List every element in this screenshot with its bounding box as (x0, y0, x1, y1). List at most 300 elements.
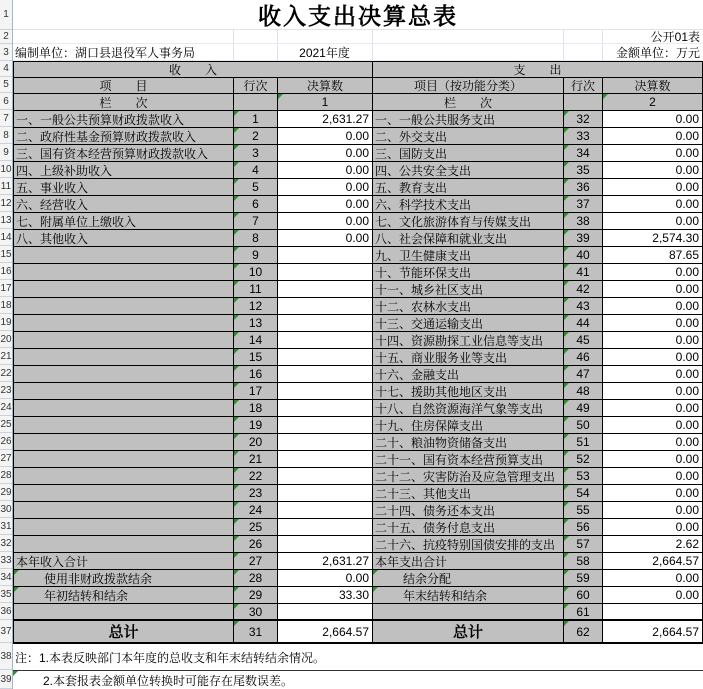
expense-amount-cell[interactable] (603, 604, 703, 621)
table-row (14, 128, 703, 145)
expense-amount-cell[interactable]: 0.00 (603, 145, 703, 162)
expense-line-no-cell[interactable]: 58 (564, 553, 603, 570)
expense-item-cell[interactable]: 六、科学技术支出 (373, 196, 564, 213)
income-item-cell[interactable] (14, 332, 234, 349)
error-indicator-triangle (373, 570, 378, 575)
expense-item-cell[interactable]: 本年支出合计 (373, 553, 564, 570)
income-amount-cell[interactable]: 2,664.57 (278, 621, 373, 644)
table-row (14, 417, 703, 434)
expense-amount-cell[interactable]: 0.00 (603, 400, 703, 417)
row-number[interactable]: 29 (0, 484, 12, 501)
error-indicator-triangle (564, 536, 569, 541)
expense-item-cell[interactable]: 二十六、抗疫特别国债安排的支出 (373, 536, 564, 553)
row-number[interactable]: 35 (0, 586, 12, 603)
income-amount-cell[interactable] (278, 536, 373, 553)
income-line-no-cell[interactable]: 30 (234, 604, 278, 621)
row-number[interactable]: 18 (0, 297, 12, 314)
row-number[interactable]: 32 (0, 535, 12, 552)
row-number[interactable]: 23 (0, 382, 12, 399)
error-indicator-triangle (234, 264, 239, 269)
expense-line-no-cell[interactable]: 49 (564, 400, 603, 417)
table-row (14, 247, 703, 264)
expense-item-cell[interactable]: 二十五、债务付息支出 (373, 519, 564, 536)
income-item-cell[interactable]: 总计 (14, 621, 234, 644)
expense-line-no-cell[interactable]: 35 (564, 162, 603, 179)
row-number[interactable]: 4 (0, 61, 12, 77)
column-index-row (14, 94, 703, 111)
row-number[interactable]: 36 (0, 603, 12, 620)
error-indicator-triangle (564, 196, 569, 201)
expense-item-cell[interactable]: 十四、资源勘探工业信息等支出 (373, 332, 564, 349)
income-item-cell[interactable]: 本年收入合计 (14, 553, 234, 570)
expense-amount-cell[interactable]: 0.00 (603, 502, 703, 519)
expense-line-no-cell[interactable]: 38 (564, 213, 603, 230)
row-number[interactable]: 28 (0, 467, 12, 484)
expense-line-no-cell[interactable]: 54 (564, 485, 603, 502)
income-item-cell[interactable] (14, 604, 234, 621)
error-indicator-triangle (564, 281, 569, 286)
expense-item-cell[interactable]: 结余分配 (373, 570, 564, 587)
income-item-cell[interactable] (14, 400, 234, 417)
income-line-no-cell[interactable]: 19 (234, 417, 278, 434)
income-item-cell[interactable]: 一、一般公共预算财政拨款收入 (14, 111, 234, 128)
row-number[interactable]: 19 (0, 314, 12, 331)
table-row (14, 179, 703, 196)
income-line-no-cell[interactable]: 25 (234, 519, 278, 536)
income-lanci-blank-cell[interactable] (234, 94, 278, 111)
error-indicator-triangle (278, 94, 283, 99)
income-item-cell[interactable]: 七、附属单位上缴收入 (14, 213, 234, 230)
income-line-no-cell[interactable]: 23 (234, 485, 278, 502)
income-item-cell[interactable] (14, 502, 234, 519)
income-amount-cell[interactable]: 0.00 (278, 162, 373, 179)
income-item-header-cell[interactable]: 项 目 (14, 78, 234, 94)
error-indicator-triangle (564, 502, 569, 507)
row-number[interactable]: 21 (0, 348, 12, 365)
column-gridline (372, 44, 373, 60)
expense-amount-cell[interactable]: 0.00 (603, 315, 703, 332)
expense-column-index-cell[interactable]: 2 (603, 94, 703, 111)
income-item-cell[interactable] (14, 281, 234, 298)
income-amount-cell[interactable] (278, 349, 373, 366)
expense-section-header-cell[interactable]: 支 出 (373, 62, 703, 78)
expense-item-cell[interactable]: 四、公共安全支出 (373, 162, 564, 179)
income-item-cell[interactable] (14, 264, 234, 281)
expense-amount-cell[interactable]: 0.00 (603, 128, 703, 145)
expense-item-cell[interactable]: 二、外交支出 (373, 128, 564, 145)
expense-amount-cell[interactable]: 0.00 (603, 349, 703, 366)
row-number[interactable]: 7 (0, 110, 12, 127)
expense-line-no-cell[interactable]: 39 (564, 230, 603, 247)
expense-line-no-cell[interactable]: 47 (564, 366, 603, 383)
expense-item-cell[interactable]: 十三、交通运输支出 (373, 315, 564, 332)
row-number[interactable]: 10 (0, 161, 12, 178)
row-number[interactable]: 13 (0, 212, 12, 229)
income-item-cell[interactable] (14, 451, 234, 468)
income-line-no-cell[interactable]: 6 (234, 196, 278, 213)
row-number[interactable]: 30 (0, 501, 12, 518)
income-line-no-cell[interactable]: 8 (234, 230, 278, 247)
expense-line-no-cell[interactable]: 36 (564, 179, 603, 196)
error-indicator-triangle (564, 400, 569, 405)
income-amount-cell[interactable] (278, 298, 373, 315)
income-amount-cell[interactable] (278, 400, 373, 417)
income-line-no-cell[interactable]: 11 (234, 281, 278, 298)
income-item-cell[interactable]: 四、上级补助收入 (14, 162, 234, 179)
income-amount-cell[interactable]: 2,631.27 (278, 553, 373, 570)
expense-amount-cell[interactable]: 0.00 (603, 298, 703, 315)
table-row (14, 451, 703, 468)
income-line-no-cell[interactable]: 4 (234, 162, 278, 179)
table-row (14, 366, 703, 383)
income-line-no-cell[interactable]: 3 (234, 145, 278, 162)
income-line-no-cell[interactable]: 21 (234, 451, 278, 468)
error-indicator-triangle (234, 570, 239, 575)
expense-amount-cell[interactable]: 0.00 (603, 434, 703, 451)
income-amount-cell[interactable] (278, 264, 373, 281)
error-indicator-triangle (234, 502, 239, 507)
table-row (14, 332, 703, 349)
income-line-no-cell[interactable]: 15 (234, 349, 278, 366)
table-row (14, 298, 703, 315)
expense-amount-header-cell[interactable]: 决算数 (603, 78, 703, 94)
expense-line-no-cell[interactable]: 33 (564, 128, 603, 145)
expense-lanci-blank-cell[interactable] (564, 94, 603, 111)
income-amount-cell[interactable] (278, 468, 373, 485)
expense-item-cell[interactable]: 二十、粮油物资储备支出 (373, 434, 564, 451)
note-cell-2[interactable] (13, 671, 703, 689)
income-line-no-cell[interactable]: 13 (234, 315, 278, 332)
expense-amount-cell[interactable]: 0.00 (603, 383, 703, 400)
error-indicator-triangle (603, 94, 608, 99)
income-amount-cell[interactable] (278, 383, 373, 400)
row-number[interactable]: 26 (0, 433, 12, 450)
row-number[interactable]: 9 (0, 144, 12, 161)
row-number[interactable]: 34 (0, 569, 12, 586)
income-line-no-cell[interactable]: 1 (234, 111, 278, 128)
expense-line-no-cell[interactable]: 48 (564, 383, 603, 400)
expense-line-no-cell[interactable]: 41 (564, 264, 603, 281)
income-amount-header-cell[interactable]: 决算数 (278, 78, 373, 94)
error-indicator-triangle (234, 162, 239, 167)
income-amount-cell[interactable] (278, 315, 373, 332)
expense-line-no-cell[interactable]: 61 (564, 604, 603, 621)
expense-line-no-cell[interactable]: 62 (564, 621, 603, 644)
income-line-no-cell[interactable]: 27 (234, 553, 278, 570)
row-number[interactable]: 17 (0, 280, 12, 297)
income-amount-cell[interactable]: 33.30 (278, 587, 373, 604)
income-item-cell[interactable]: 三、国有资本经营预算财政拨款收入 (14, 145, 234, 162)
income-amount-cell[interactable] (278, 502, 373, 519)
income-item-cell[interactable] (14, 383, 234, 400)
expense-amount-cell[interactable]: 0.00 (603, 519, 703, 536)
row-number[interactable]: 20 (0, 331, 12, 348)
error-indicator-triangle (234, 587, 239, 592)
sheet-content (13, 0, 703, 689)
error-indicator-triangle (234, 366, 239, 371)
error-indicator-triangle (234, 128, 239, 133)
expense-amount-cell[interactable]: 0.00 (603, 485, 703, 502)
income-item-cell[interactable] (14, 434, 234, 451)
table-row (14, 553, 703, 570)
expense-line-no-cell[interactable]: 53 (564, 468, 603, 485)
expense-amount-cell[interactable]: 0.00 (603, 417, 703, 434)
income-item-cell[interactable] (14, 536, 234, 553)
expense-item-cell[interactable]: 二十三、其他支出 (373, 485, 564, 502)
expense-item-cell[interactable]: 十五、商业服务业等支出 (373, 349, 564, 366)
row-number[interactable]: 24 (0, 399, 12, 416)
income-line-no-cell[interactable]: 2 (234, 128, 278, 145)
row-number[interactable]: 5 (0, 77, 12, 93)
expense-item-cell[interactable]: 一、一般公共服务支出 (373, 111, 564, 128)
expense-amount-cell[interactable]: 0.00 (603, 332, 703, 349)
expense-amount-cell[interactable]: 2,574.30 (603, 230, 703, 247)
expense-line-no-cell[interactable]: 60 (564, 587, 603, 604)
expense-item-cell[interactable]: 八、社会保障和就业支出 (373, 230, 564, 247)
expense-amount-cell[interactable]: 0.00 (603, 281, 703, 298)
income-line-no-header-cell[interactable]: 行次 (234, 78, 278, 94)
income-amount-cell[interactable] (278, 366, 373, 383)
expense-item-cell[interactable]: 十八、自然资源海洋气象等支出 (373, 400, 564, 417)
error-indicator-triangle (13, 671, 18, 676)
row-number[interactable]: 3 (0, 44, 12, 61)
income-amount-cell[interactable] (278, 417, 373, 434)
income-line-no-cell[interactable]: 10 (234, 264, 278, 281)
income-line-no-cell[interactable]: 16 (234, 366, 278, 383)
income-section-header-cell[interactable]: 收 入 (14, 62, 373, 78)
row-number[interactable]: 38 (0, 643, 12, 670)
error-indicator-triangle (564, 553, 569, 558)
expense-amount-cell[interactable]: 0.00 (603, 162, 703, 179)
row-number[interactable]: 15 (0, 246, 12, 263)
income-line-no-cell[interactable]: 22 (234, 468, 278, 485)
expense-item-cell[interactable]: 七、文化旅游体育与传媒支出 (373, 213, 564, 230)
expense-amount-cell[interactable]: 2,664.57 (603, 553, 703, 570)
income-amount-cell[interactable]: 0.00 (278, 213, 373, 230)
expense-amount-cell[interactable]: 0.00 (603, 451, 703, 468)
income-item-cell[interactable] (14, 298, 234, 315)
income-item-cell[interactable]: 五、事业收入 (14, 179, 234, 196)
expense-amount-cell[interactable]: 0.00 (603, 468, 703, 485)
income-amount-cell[interactable] (278, 281, 373, 298)
error-indicator-triangle (234, 383, 239, 388)
expense-item-cell[interactable]: 十一、城乡社区支出 (373, 281, 564, 298)
expense-amount-cell[interactable]: 0.00 (603, 570, 703, 587)
expense-item-cell[interactable]: 十、节能环保支出 (373, 264, 564, 281)
income-amount-cell[interactable] (278, 485, 373, 502)
expense-item-cell[interactable]: 二十一、国有资本经营预算支出 (373, 451, 564, 468)
income-line-no-cell[interactable]: 28 (234, 570, 278, 587)
row-number[interactable]: 39 (0, 670, 12, 689)
unit-label[interactable]: 金额单位：万元 (615, 45, 700, 60)
income-amount-cell[interactable] (278, 604, 373, 621)
row-number[interactable]: 25 (0, 416, 12, 433)
income-line-no-cell[interactable]: 14 (234, 332, 278, 349)
income-line-no-cell[interactable]: 29 (234, 587, 278, 604)
row-number[interactable]: 2 (0, 30, 12, 44)
table-row (14, 349, 703, 366)
expense-amount-cell[interactable]: 2.62 (603, 536, 703, 553)
expense-line-no-cell[interactable]: 32 (564, 111, 603, 128)
error-indicator-triangle (234, 213, 239, 218)
income-lanci-cell[interactable]: 栏 次 (14, 94, 234, 111)
expense-line-no-cell[interactable]: 52 (564, 451, 603, 468)
expense-item-cell[interactable]: 五、教育支出 (373, 179, 564, 196)
row-number[interactable]: 37 (0, 620, 12, 643)
income-item-cell[interactable] (14, 349, 234, 366)
table-row (14, 502, 703, 519)
income-line-no-cell[interactable]: 18 (234, 400, 278, 417)
income-item-cell[interactable] (14, 247, 234, 264)
expense-line-no-cell[interactable]: 57 (564, 536, 603, 553)
expense-item-cell[interactable]: 二十二、灾害防治及应急管理支出 (373, 468, 564, 485)
table-row (14, 587, 703, 604)
expense-item-cell[interactable]: 三、国防支出 (373, 145, 564, 162)
income-item-cell[interactable]: 八、其他收入 (14, 230, 234, 247)
column-gridline (602, 30, 603, 43)
income-item-cell[interactable] (14, 519, 234, 536)
error-indicator-triangle (564, 451, 569, 456)
title-cell[interactable] (13, 0, 703, 30)
expense-item-cell[interactable]: 十六、金融支出 (373, 366, 564, 383)
expense-item-cell[interactable]: 二十四、债务还本支出 (373, 502, 564, 519)
expense-amount-cell[interactable]: 0.00 (603, 264, 703, 281)
income-item-cell[interactable] (14, 366, 234, 383)
income-amount-cell[interactable]: 0.00 (278, 145, 373, 162)
expense-line-no-cell[interactable]: 51 (564, 434, 603, 451)
income-amount-cell[interactable]: 0.00 (278, 128, 373, 145)
row-number[interactable]: 8 (0, 127, 12, 144)
income-line-no-cell[interactable]: 17 (234, 383, 278, 400)
expense-lanci-cell[interactable]: 栏 次 (373, 94, 564, 111)
expense-item-cell[interactable]: 十九、住房保障支出 (373, 417, 564, 434)
income-amount-cell[interactable]: 0.00 (278, 230, 373, 247)
income-line-no-cell[interactable]: 26 (234, 536, 278, 553)
income-item-cell[interactable]: 年初结转和结余 (14, 587, 234, 604)
row-number[interactable]: 11 (0, 178, 12, 195)
expense-amount-cell[interactable]: 87.65 (603, 247, 703, 264)
row-number[interactable]: 14 (0, 229, 12, 246)
expense-amount-cell[interactable]: 0.00 (603, 213, 703, 230)
income-item-cell[interactable] (14, 468, 234, 485)
income-item-cell[interactable]: 使用非财政拨款结余 (14, 570, 234, 587)
row-number[interactable]: 1 (0, 0, 12, 30)
expense-item-cell[interactable]: 九、卫生健康支出 (373, 247, 564, 264)
table-row (14, 162, 703, 179)
error-indicator-triangle (564, 366, 569, 371)
income-line-no-cell[interactable]: 12 (234, 298, 278, 315)
expense-item-header-cell[interactable]: 项目（按功能分类） (373, 78, 564, 94)
expense-amount-cell[interactable]: 0.00 (603, 587, 703, 604)
income-line-no-cell[interactable]: 5 (234, 179, 278, 196)
expense-line-no-cell[interactable]: 56 (564, 519, 603, 536)
note-cell-1[interactable] (13, 644, 703, 671)
expense-line-no-cell[interactable]: 59 (564, 570, 603, 587)
expense-line-no-header-cell[interactable]: 行次 (564, 78, 603, 94)
column-gridline (602, 44, 603, 60)
expense-amount-cell[interactable]: 0.00 (603, 179, 703, 196)
income-amount-cell[interactable] (278, 332, 373, 349)
error-indicator-triangle (234, 536, 239, 541)
expense-line-no-cell[interactable]: 45 (564, 332, 603, 349)
row-number[interactable]: 12 (0, 195, 12, 212)
income-line-no-cell[interactable]: 24 (234, 502, 278, 519)
income-item-cell[interactable]: 六、经营收入 (14, 196, 234, 213)
public-table-label[interactable]: 公开01表 (650, 30, 700, 44)
prepared-by-label[interactable]: 编制单位：湖口县退役军人事务局 (15, 45, 196, 60)
expense-line-no-cell[interactable]: 43 (564, 298, 603, 315)
expense-amount-cell[interactable]: 0.00 (603, 111, 703, 128)
expense-line-no-cell[interactable]: 46 (564, 349, 603, 366)
expense-line-no-cell[interactable]: 42 (564, 281, 603, 298)
row-number[interactable]: 22 (0, 365, 12, 382)
income-amount-cell[interactable] (278, 434, 373, 451)
table-row (14, 570, 703, 587)
error-indicator-triangle (564, 468, 569, 473)
expense-line-no-cell[interactable]: 50 (564, 417, 603, 434)
income-line-no-cell[interactable]: 31 (234, 621, 278, 644)
expense-line-no-cell[interactable]: 55 (564, 502, 603, 519)
income-amount-cell[interactable] (278, 451, 373, 468)
error-indicator-triangle (564, 604, 569, 609)
error-indicator-triangle (564, 570, 569, 575)
expense-line-no-cell[interactable]: 44 (564, 315, 603, 332)
error-indicator-triangle (234, 111, 239, 116)
income-item-cell[interactable] (14, 485, 234, 502)
income-column-index-cell[interactable]: 1 (278, 94, 373, 111)
expense-item-cell[interactable] (373, 604, 564, 621)
year-label[interactable]: 2021年度 (299, 45, 350, 60)
row-number[interactable]: 6 (0, 93, 12, 110)
error-indicator-triangle (564, 111, 569, 116)
row-number[interactable]: 33 (0, 552, 12, 569)
note-text-2: 2.本套报表金额单位转换时可能存在尾数误差。 (43, 674, 294, 688)
income-item-cell[interactable] (14, 315, 234, 332)
error-indicator-triangle (14, 587, 19, 592)
income-amount-cell[interactable] (278, 247, 373, 264)
row-number[interactable]: 27 (0, 450, 12, 467)
expense-item-cell[interactable]: 总计 (373, 621, 564, 644)
expense-amount-cell[interactable]: 0.00 (603, 366, 703, 383)
row-header-gutter (0, 0, 13, 689)
expense-line-no-cell[interactable]: 40 (564, 247, 603, 264)
income-line-no-cell[interactable]: 20 (234, 434, 278, 451)
income-amount-cell[interactable]: 0.00 (278, 570, 373, 587)
expense-amount-cell[interactable]: 2,664.57 (603, 621, 703, 644)
row-number[interactable]: 16 (0, 263, 12, 280)
error-indicator-triangle (564, 349, 569, 354)
meta-row-unit (13, 44, 703, 61)
income-amount-cell[interactable]: 0.00 (278, 196, 373, 213)
row-number[interactable]: 31 (0, 518, 12, 535)
income-amount-cell[interactable] (278, 519, 373, 536)
income-line-no-cell[interactable]: 9 (234, 247, 278, 264)
income-amount-cell[interactable]: 0.00 (278, 179, 373, 196)
income-amount-cell[interactable]: 2,631.27 (278, 111, 373, 128)
table-row (14, 400, 703, 417)
expense-amount-cell[interactable]: 0.00 (603, 196, 703, 213)
error-indicator-triangle (234, 281, 239, 286)
account-table (13, 61, 703, 644)
expense-item-cell[interactable]: 十七、援助其他地区支出 (373, 383, 564, 400)
expense-item-cell[interactable]: 十二、农林水支出 (373, 298, 564, 315)
expense-item-cell[interactable]: 年末结转和结余 (373, 587, 564, 604)
income-line-no-cell[interactable]: 7 (234, 213, 278, 230)
income-item-cell[interactable] (14, 417, 234, 434)
expense-line-no-cell[interactable]: 37 (564, 196, 603, 213)
income-item-cell[interactable]: 二、政府性基金预算财政拨款收入 (14, 128, 234, 145)
expense-line-no-cell[interactable]: 34 (564, 145, 603, 162)
